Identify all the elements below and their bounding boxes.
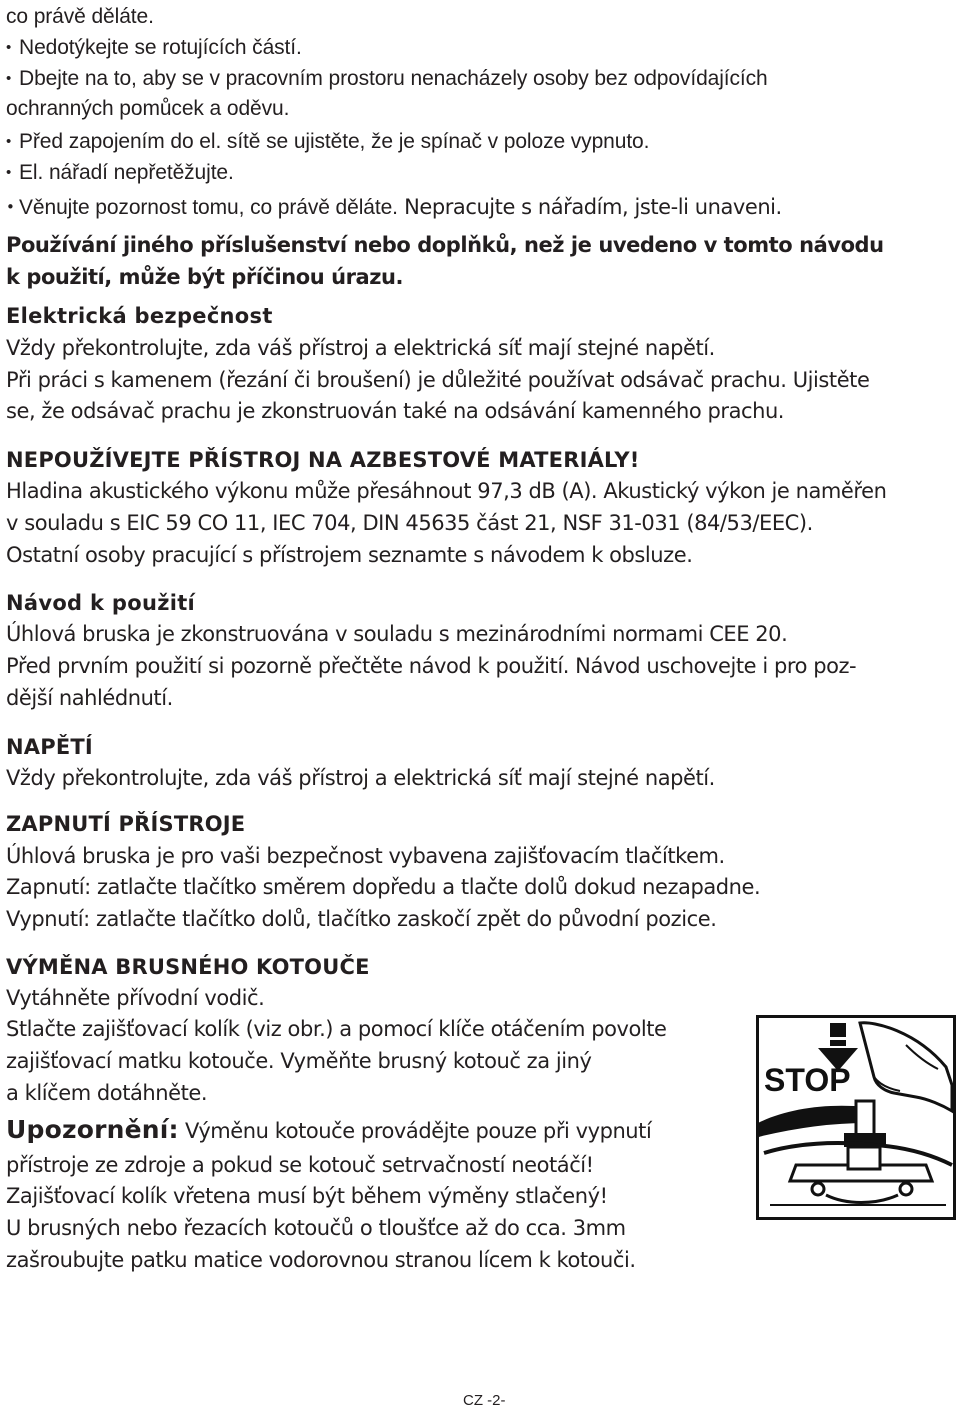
text-line: Při práci s kamenem (řezání či broušení) je důležité používat odsávač prachu. Ujistěte bbox=[6, 368, 870, 392]
text-line: přístroje ze zdroje a pokud se kotouč setrvačností neotáčí! bbox=[6, 1153, 594, 1177]
stop-spindle-lock-illustration bbox=[756, 1015, 956, 1220]
warning-line bbox=[6, 1117, 651, 1144]
text-line: Vytáhněte přívodní vodič. bbox=[6, 986, 265, 1010]
section-heading: ZAPNUTÍ PŘÍSTROJE bbox=[6, 812, 246, 836]
text-line: Úhlová bruska je zkonstruována v souladu s mezinárodními normami CEE 20. bbox=[6, 622, 788, 646]
bullet-item: • Dbejte na to, aby se v pracovním prostoru nenacházely osoby bez odpovídajících bbox=[6, 66, 768, 94]
text-line: U brusných nebo řezacích kotoučů o tloušťce až do cca. 3mm bbox=[6, 1216, 626, 1240]
text-line: Zapnutí: zatlačte tlačítko směrem dopředu a tlačte dolů dokud nezapadne. bbox=[6, 875, 761, 899]
text-line: Úhlová bruska je pro vaši bezpečnost vybavena zajišťovacím tlačítkem. bbox=[6, 844, 725, 868]
section-heading: VÝMĚNA BRUSNÉHO KOTOUČE bbox=[6, 955, 370, 979]
stop-label: STOP bbox=[764, 1062, 851, 1098]
text-line: a klíčem dotáhněte. bbox=[6, 1081, 208, 1105]
page-number: CZ -2- bbox=[463, 1392, 506, 1409]
bullet-item bbox=[6, 194, 782, 222]
bullet-item: • Nedotýkejte se rotujících částí. bbox=[6, 35, 302, 63]
text-line: zajišťovací matku kotouče. Vyměňte brusný kotouč za jiný bbox=[6, 1049, 592, 1073]
text-line: co právě děláte. bbox=[6, 5, 154, 28]
bullet-text: Věnujte pozornost tomu, co právě děláte. bbox=[19, 196, 398, 219]
text-line: v souladu s EIC 59 CO 11, IEC 704, DIN 45635 část 21, NSF 31-031 (84/53/EEC). bbox=[6, 511, 813, 535]
section-heading: Návod k použití bbox=[6, 591, 196, 615]
text-line: dější nahlédnutí. bbox=[6, 686, 173, 710]
text-line: Před prvním použití si pozorně přečtěte návod k použití. Návod uschovejte i pro poz- bbox=[6, 654, 857, 678]
text-line: zašroubujte patku matice vodorovnou stranou lícem k kotouči. bbox=[6, 1248, 636, 1272]
text-line: Vždy překontrolujte, zda váš přístroj a elektrická síť mají stejné napětí. bbox=[6, 336, 715, 360]
warning-text: Výměnu kotouče provádějte pouze při vypnutí bbox=[178, 1119, 652, 1143]
text-line: Zajišťovací kolík vřetena musí být během výměny stlačený! bbox=[6, 1184, 608, 1208]
text-line: Stlačte zajišťovací kolík (viz obr.) a pomocí klíče otáčením povolte bbox=[6, 1017, 667, 1041]
bullet-text-continued: Nepracujte s nářadím, jste-li unaveni. bbox=[397, 195, 782, 219]
text-line: ochranných pomůcek a oděvu. bbox=[6, 97, 290, 120]
text-line: Hladina akustického výkonu může přesáhnout 97,3 dB (A). Akustický výkon je naměřen bbox=[6, 479, 887, 503]
section-heading: NAPĚTÍ bbox=[6, 735, 93, 759]
bullet-item: • Před zapojením do el. sítě se ujistěte, že je spínač v poloze vypnuto. bbox=[6, 129, 649, 157]
warning-text: Používání jiného příslušenství nebo doplňků, než je uvedeno v tomto návodu bbox=[6, 233, 884, 257]
bullet-item: • El. nářadí nepřetěžujte. bbox=[6, 160, 234, 188]
spindle-shaft bbox=[848, 1147, 880, 1169]
text-line: Vždy překontrolujte, zda váš přístroj a elektrická síť mají stejné napětí. bbox=[6, 766, 715, 790]
warning-heading: NEPOUŽÍVEJTE PŘÍSTROJ NA AZBESTOVÉ MATERIÁLY! bbox=[6, 448, 640, 472]
section-heading: Elektrická bezpečnost bbox=[6, 304, 273, 328]
text-line: Ostatní osoby pracující s přístrojem seznamte s návodem k obsluze. bbox=[6, 543, 693, 567]
warning-label: Upozornění: bbox=[6, 1115, 179, 1144]
text-line: se, že odsávač prachu je zkonstruován také na odsávání kamenného prachu. bbox=[6, 399, 785, 423]
text-line: Vypnutí: zatlačte tlačítko dolů, tlačítko zaskočí zpět do původní pozice. bbox=[6, 907, 717, 931]
warning-text: k použití, může být příčinou úrazu. bbox=[6, 265, 404, 289]
